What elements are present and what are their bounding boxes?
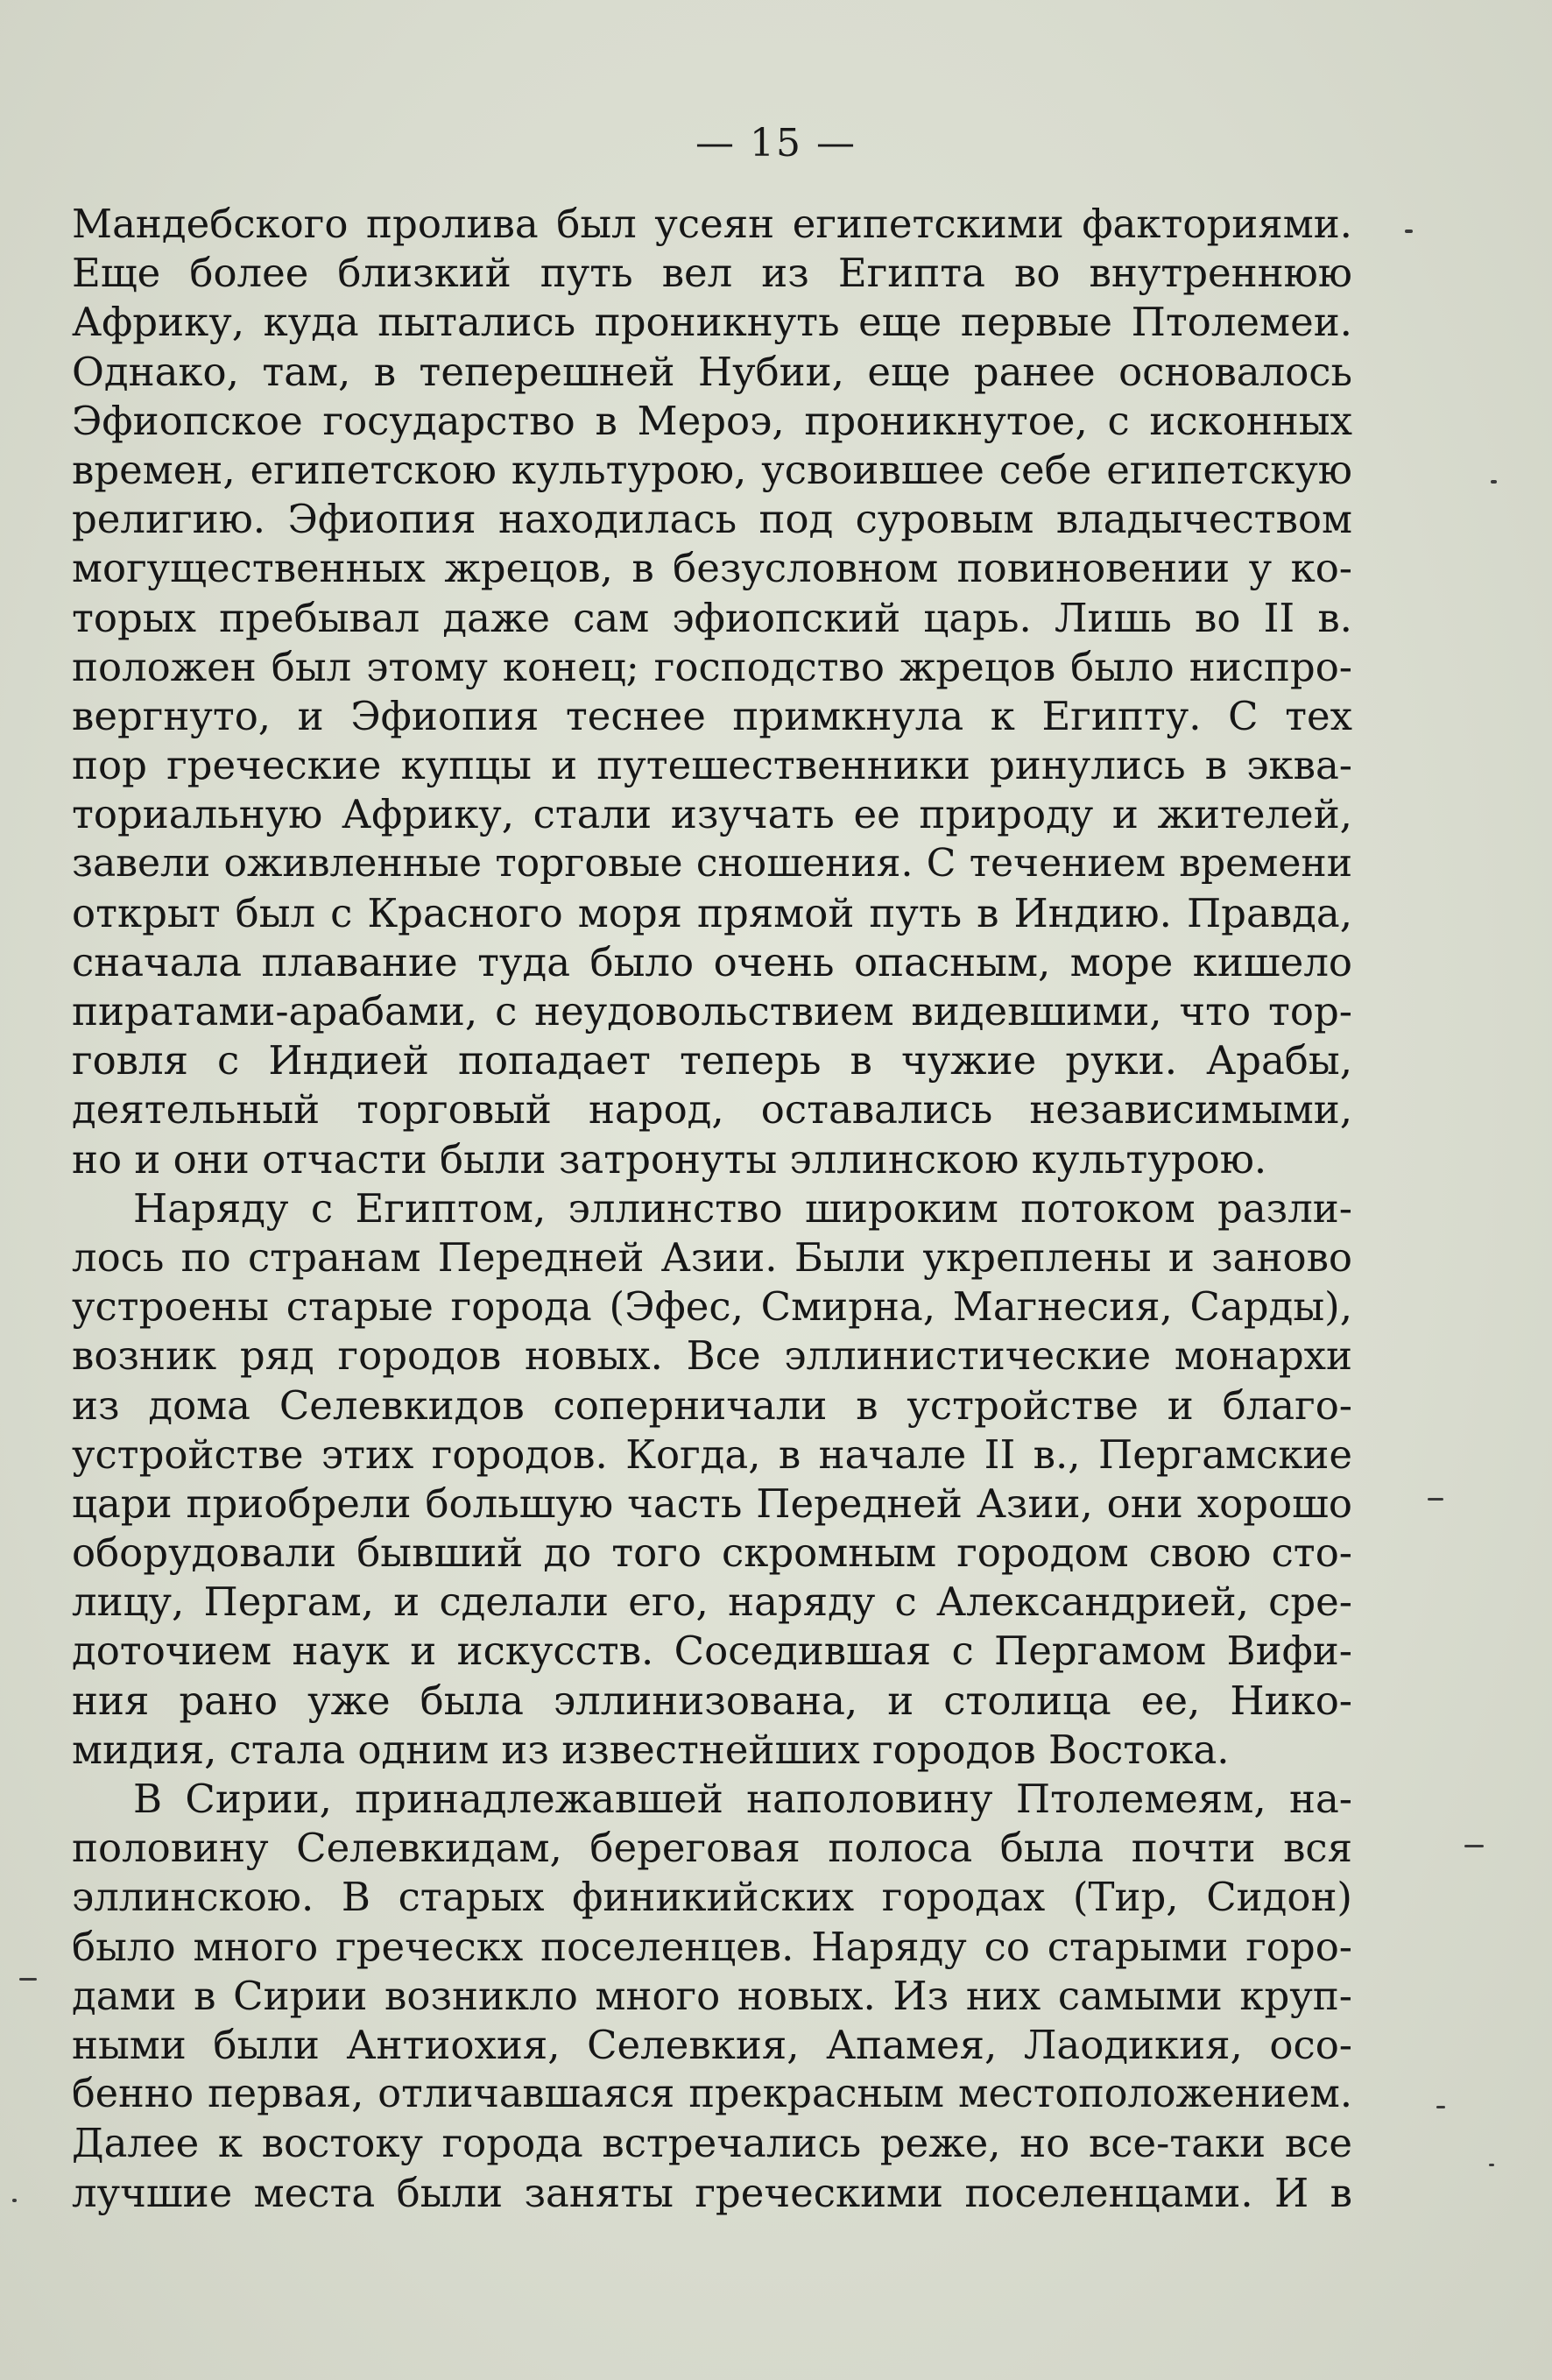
scan-speck [12, 2199, 17, 2202]
scan-speck [1436, 2106, 1445, 2108]
text-line: вергнуто, и Эфиопия теснее примкнула к Египту. С тех [72, 692, 1352, 739]
text-line: устройстве этих городов. Когда, в начале II в., Пергамские [72, 1430, 1352, 1478]
text-line: но и они отчасти были затронуты эллинскою культурою. [72, 1135, 1267, 1183]
text-line: положен был этому конец; господство жрецов было ниспро- [72, 643, 1352, 690]
text-line: могущественных жрецов, в безусловном повиновении у ко- [72, 545, 1352, 592]
text-line: дами в Сирии возникло много новых. Из них самыми круп- [72, 1972, 1352, 2019]
text-line: Однако, там, в теперешней Нубии, еще ранее основалось [72, 348, 1352, 395]
text-line: ния рано уже была эллинизована, и столица ее, Нико- [72, 1677, 1352, 1724]
text-line: Далее к востоку города встречались реже, но все-таки все [72, 2120, 1352, 2167]
page-number: — 15 — [695, 121, 857, 166]
text-line: цари приобрели большую часть Передней Азии, они хорошо [72, 1480, 1352, 1527]
scan-speck [19, 1978, 37, 1981]
scan-speck [1405, 230, 1413, 233]
text-line: пор греческие купцы и путешественники ринулись в эква- [72, 742, 1352, 789]
text-line: Мандебского пролива был усеян египетскими факториями. [72, 201, 1352, 247]
text-line: деятельный торговый народ, оставались независимыми, [72, 1086, 1352, 1134]
text-line: возник ряд городов новых. Все эллинистические монархи [72, 1332, 1352, 1380]
text-line: сначала плавание туда было очень опасным, море кишело [72, 938, 1352, 985]
text-line: бенно первая, отличавшаяся прекрасным местоположением. [72, 2072, 1352, 2117]
text-line: Еще более близкий путь вел из Египта во внутреннюю [72, 250, 1352, 297]
text-line: лучшие места были заняты греческими поселенцами. И в [72, 2169, 1352, 2216]
text-line: мидия, стала одним из известнейших городов Востока. [72, 1726, 1230, 1773]
text-line: было много греческх поселенцев. Наряду со старыми горо- [72, 1923, 1352, 1970]
scan-speck [1491, 480, 1497, 484]
text-line: открыт был с Красного моря прямой путь в Индию. Правда, [72, 889, 1352, 936]
text-line: лицу, Пергам, и сделали его, наряду с Александрией, сре- [72, 1578, 1352, 1626]
scan-speck [1489, 2164, 1494, 2166]
text-line: ториальную Африку, стали изучать ее природу и жителей, [72, 791, 1352, 838]
text-line: из дома Селевкидов соперничали в устройстве и благо- [72, 1381, 1352, 1429]
scan-speck [1428, 1498, 1443, 1501]
text-line: торых пребывал даже сам эфиопский царь. Лишь во II в. [72, 594, 1352, 641]
text-line: доточием наук и искусств. Соседившая с Пергамом Вифи- [72, 1628, 1352, 1675]
text-line: пиратами-арабами, с неудовольствием видевшими, что тор- [72, 988, 1352, 1035]
text-line: говля с Индией попадает теперь в чужие руки. Арабы, [72, 1037, 1352, 1084]
scan-speck [1464, 1845, 1484, 1847]
text-line: времен, египетскою культурою, усвоившее себе египетскую [72, 446, 1352, 493]
text-line: лось по странам Передней Азии. Были укреплены и заново [72, 1233, 1352, 1281]
text-line: В Сирии, принадлежавшей наполовину Птолемеям, на- [133, 1776, 1352, 1822]
body-text [72, 200, 1352, 2218]
text-line: религию. Эфиопия находилась под суровым владычеством [72, 496, 1352, 543]
text-line: устроены старые города (Эфес, Смирна, Магнесия, Сарды), [72, 1283, 1352, 1331]
text-line: Африку, куда пытались проникнуть еще первые Птолемеи. [72, 299, 1352, 346]
text-line: Эфиопское государство в Мероэ, проникнутое, с исконных [72, 397, 1352, 444]
text-line: ными были Антиохия, Селевкия, Апамея, Лаодикия, осо- [72, 2021, 1352, 2068]
text-line: эллинскою. В старых финикийских городах (Тир, Сидон) [72, 1874, 1352, 1921]
text-line: половину Селевкидам, береговая полоса была почти вся [72, 1825, 1352, 1872]
text-line: оборудовали бывший до того скромным городом свою сто- [72, 1529, 1352, 1577]
text-line: Наряду с Египтом, эллинство широким потоком разли- [133, 1184, 1352, 1232]
text-line: завели оживленные торговые сношения. С течением времени [72, 841, 1352, 886]
